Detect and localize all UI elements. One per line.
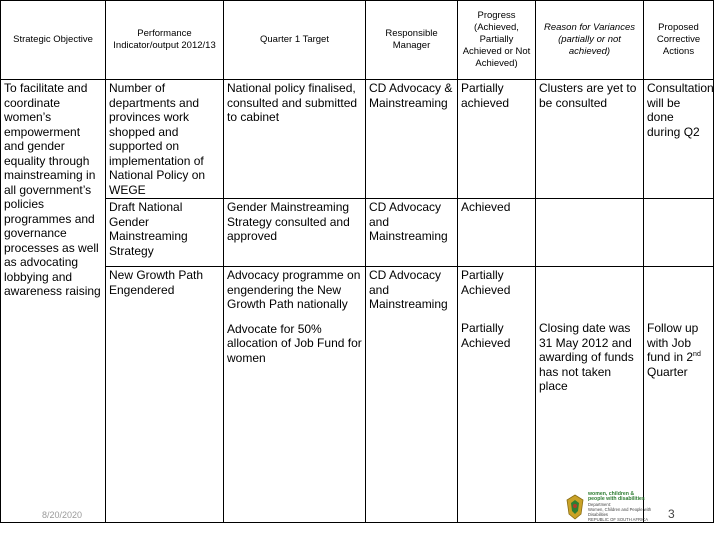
- corrective-cell: [644, 199, 714, 267]
- corrective-text-2: Follow up with Job fund in 2nd Quarter: [647, 321, 701, 379]
- target-cell: Gender Mainstreaming Strategy consulted and approved: [224, 199, 366, 267]
- date-watermark: 8/20/2020: [42, 510, 83, 520]
- variance-text: [539, 268, 640, 321]
- progress-text: Partially Achieved: [461, 268, 511, 297]
- responsible-cell: CD Advocacy & Mainstreaming: [366, 80, 458, 199]
- variance-cell: Clusters are yet to be consulted: [536, 80, 644, 199]
- strategic-objective-cell: To facilitate and coordinate women’s empowerment and gender equality through mainstreaming in all government’s policies programmes and governance processes as well as advocating lobbying and awareness raising: [1, 80, 106, 523]
- responsible-cell: CD Advocacy and Mainstreaming: [366, 199, 458, 267]
- indicator-cell: Draft National Gender Mainstreaming Strategy: [106, 199, 224, 267]
- corrective-cell: Consultation will be done during Q2: [644, 80, 714, 199]
- progress-text-2: Partially Achieved: [461, 321, 511, 350]
- responsible-cell: CD Advocacy and Mainstreaming: [366, 267, 458, 523]
- header-row: [1, 1, 714, 80]
- header-strategic-objective: Strategic Objective: [1, 1, 106, 80]
- header-performance-indicator: Performance Indicator/output 2012/13: [106, 1, 224, 80]
- header-responsible-manager: Responsible Manager: [366, 1, 458, 80]
- target-text-2: Advocate for 50% allocation of Job Fund for women: [227, 321, 362, 365]
- indicator-cell: Number of departments and provinces work shopped and supported on implementation of National Policy on WEGE: [106, 80, 224, 199]
- header-progress: Progress (Achieved, Partially Achieved or Not Achieved): [458, 1, 536, 80]
- coat-of-arms-icon: [565, 494, 585, 520]
- progress-cell: [458, 267, 536, 523]
- variance-text-2: Closing date was 31 May 2012 and awarding of funds has not taken place: [539, 321, 634, 393]
- header-reason-variances: Reason for Variances (partially or not achieved): [536, 1, 644, 80]
- indicator-cell: New Growth Path Engendered: [106, 267, 224, 523]
- progress-cell: Achieved: [458, 199, 536, 267]
- progress-cell: Partially achieved: [458, 80, 536, 199]
- header-corrective-actions: Proposed Corrective Actions: [644, 1, 714, 80]
- table-row: [1, 199, 714, 267]
- target-cell: National policy finalised, consulted and submitted to cabinet: [224, 80, 366, 199]
- table-row: [1, 80, 714, 199]
- target-text: Advocacy programme on engendering the New Growth Path nationally: [227, 268, 361, 311]
- corrective-cell: [644, 267, 714, 523]
- variance-cell: [536, 267, 644, 523]
- variance-cell: [536, 199, 644, 267]
- page-number: 3: [668, 507, 675, 521]
- department-logo: [565, 490, 659, 524]
- table-row: [1, 267, 714, 523]
- logo-text: women, children & people with disabilities Department: Women, Children and People with Disabilities REPUBLIC OF SOUTH AFRICA: [588, 491, 652, 522]
- target-cell: [224, 267, 366, 523]
- header-quarter-target: Quarter 1 Target: [224, 1, 366, 80]
- corrective-text: [647, 268, 710, 321]
